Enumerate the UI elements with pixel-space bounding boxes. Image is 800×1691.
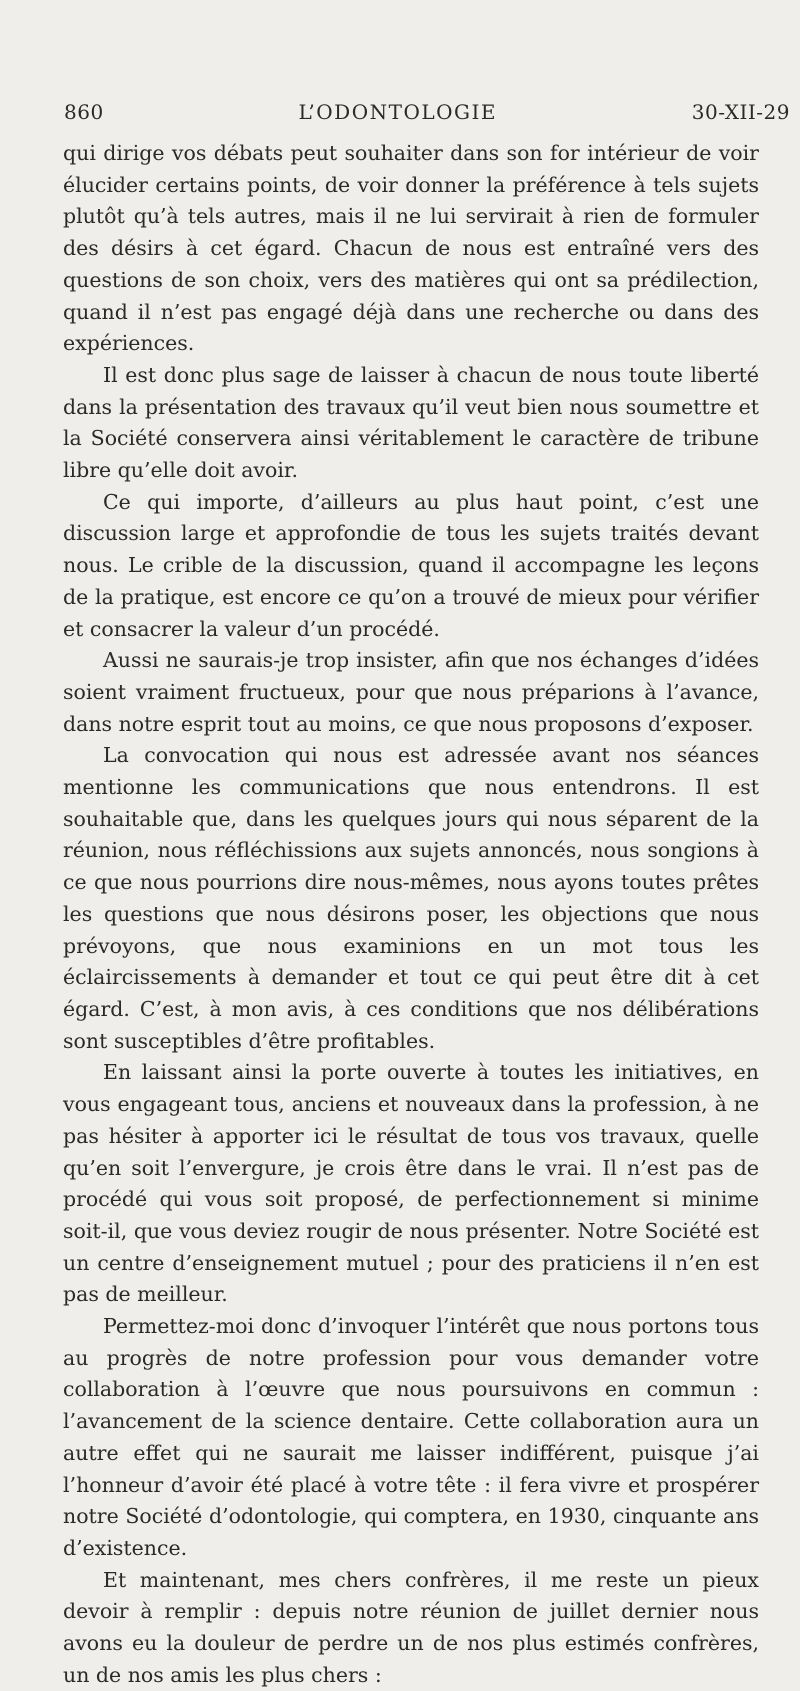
paragraph: qui dirige vos débats peut souhaiter dans son for intérieur de voir élucider certains points, de voir donner la préférence à tels sujets plutôt qu’à tels autres, mais il ne lui servirait à rien de formuler des désirs à cet égard. Chacun de nous est entraîné vers des questions de son choix, vers des matières qui ont sa prédilection, quand il n’est pas engagé déjà dans une recherche ou dans des expériences. [63, 141, 759, 356]
paragraph: Et maintenant, mes chers confrères, il me reste un pieux devoir à remplir : depuis notre réunion de juillet dernier nous avons eu la douleur de perdre un de nos plus estimés confrères, un de nos amis les plus chers : [63, 1567, 759, 1687]
page-number: 860 [64, 100, 104, 124]
paragraph: Ce qui importe, d’ailleurs au plus haut point, c’est une discussion large et approfondie de tous les sujets traités devant nous. Le crible de la discussion, quand il accompagne les leçons de la pratique, est encore ce qu’on a trouvé de mieux pour vérifier et consacrer la valeur d’un procédé. [63, 489, 759, 641]
paragraph: Aussi ne saurais-je trop insister, afin que nos échanges d’idées soient vraiment fructueux, pour que nous préparions à l’avance, dans notre esprit tout au moins, ce que nous proposons d’exposer. [63, 648, 759, 736]
journal-title: L’ODONTOLOGIE [298, 100, 497, 124]
running-header [64, 100, 790, 124]
issue-date: 30-XII-29 [691, 100, 790, 124]
paragraph: Il est donc plus sage de laisser à chacun de nous toute liberté dans la présentation des travaux qu’il veut bien nous soumettre et la Société conservera ainsi véritablement le caractère de tribune libre qu’elle doit avoir. [63, 362, 759, 483]
body-text [63, 138, 759, 1691]
paragraph: La convocation qui nous est adressée avant nos séances mentionne les communications que nous entendrons. Il est souhaitable que, dans les quelques jours qui nous séparent de la réunion, nous réfléchissions aux sujets annoncés, nous songions à ce que nous pourrions dire nous-mêmes, nous ayons toutes prêtes les questions que nous désirons poser, les objections que nous prévoyons, que nous examinions en un mot tous les éclaircissements à demander et tout ce qui peut être dit à cet égard. C’est, à mon avis, à ces conditions que nos délibérations sont susceptibles d’être profitables. [63, 743, 759, 1053]
paragraph: Permettez-moi donc d’invoquer l’intérêt que nous portons tous au progrès de notre profession pour vous demander votre collaboration à l’œuvre que nous poursuivons en commun : l’avancement de la science dentaire. Cette collaboration aura un autre effet qui ne saurait me laisser indifférent, puisque j’ai l’honneur d’avoir été placé à votre tête : il fera vivre et prospérer notre Société d’odontologie, qui comptera, en 1930, cinquante ans d’existence. [63, 1314, 759, 1560]
paragraph: En laissant ainsi la porte ouverte à toutes les initiatives, en vous engageant tous, anciens et nouveaux dans la profession, à ne pas hésiter à apporter ici le résultat de tous vos travaux, quelle qu’en soit l’envergure, je crois être dans le vrai. Il n’est pas de procédé qui vous soit proposé, de perfectionnement si minime soit-il, que vous deviez rougir de nous présenter. Notre Société est un centre d’enseignement mutuel ; pour des praticiens il n’en est pas de meilleur. [63, 1060, 759, 1307]
